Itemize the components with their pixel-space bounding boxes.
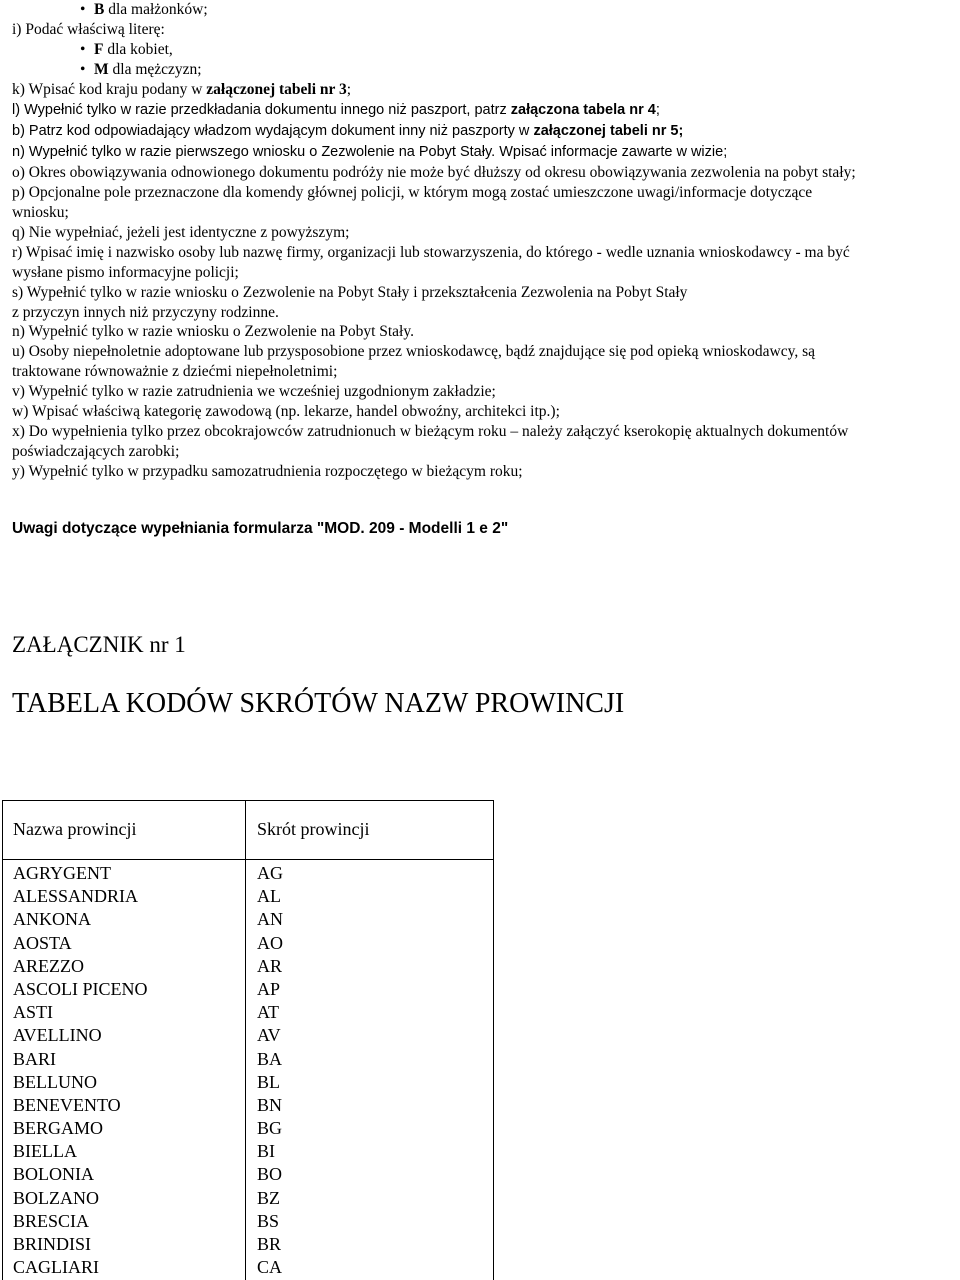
instruction-s-2: z przyczyn innych niż przyczyny rodzinne.: [12, 304, 279, 321]
province-name: BIELLA: [13, 1141, 77, 1162]
table-body: [3, 862, 493, 1279]
province-name: AOSTA: [13, 932, 72, 953]
instruction-r-2: wysłane pismo informacyjne policji;: [12, 264, 239, 281]
province-name: AGRYGENT: [13, 863, 111, 883]
province-code: AG: [257, 863, 283, 883]
province-code: AR: [257, 955, 283, 976]
province-name: BRESCIA: [13, 1210, 90, 1231]
instruction-n2: n) Wypełnić tylko w razie wniosku o Zezwolenie na Pobyt Stały.: [12, 323, 414, 340]
instruction-s-1: s) Wypełnić tylko w razie wniosku o Zezwolenie na Pobyt Stały i przekształcenia Zezwolenia na Pobyt Stały: [12, 284, 688, 301]
table-row: [3, 1024, 493, 1047]
province-code: BI: [257, 1141, 275, 1162]
instruction-q: q) Nie wypełniać, jeżeli jest identyczne z powyższym;: [12, 224, 350, 241]
instruction-b: b) Patrz kod odpowiadający władzom wydającym dokument inny niż paszporty w załączonej tabeli nr 5;: [12, 123, 684, 139]
table-row: [3, 932, 493, 955]
province-name: ANKONA: [13, 909, 91, 930]
province-code: AO: [257, 932, 283, 953]
province-code: AP: [257, 978, 281, 999]
table-row: [3, 885, 493, 908]
column-header-code: Skrót prowincji: [257, 819, 370, 839]
instruction-x-2: poświadczających zarobki;: [12, 443, 180, 460]
province-code: CA: [257, 1257, 283, 1278]
table-row: [3, 1048, 493, 1071]
bullet-icon: •: [80, 1, 86, 18]
table-row: [3, 1071, 493, 1094]
province-name: ALESSANDRIA: [13, 886, 139, 907]
province-name: AREZZO: [13, 955, 84, 976]
province-code: BS: [257, 1210, 280, 1231]
instruction-i-bullet-f: • F dla kobiet,: [80, 41, 173, 58]
instruction-p-1: p) Opcjonalne pole przeznaczone dla komendy głównej policji, w którym mogą zostać umieszczone uwagi/informacje dotyczące: [12, 184, 813, 201]
instruction-x-1: x) Do wypełnienia tylko przez obcokrajowców zatrudnionuch w bieżącym roku – należy załączyć kserokopię aktualnych dokumentów: [12, 423, 849, 440]
table-row: [3, 1094, 493, 1117]
table-row: [3, 1210, 493, 1233]
instruction-i: i) Podać właściwą literę:: [12, 21, 165, 38]
instruction-y: y) Wypełnić tylko w przypadku samozatrudnienia rozpoczętego w bieżącym roku;: [12, 463, 523, 480]
province-code: BN: [257, 1094, 283, 1115]
table-row: [3, 1187, 493, 1210]
province-code: AL: [257, 886, 281, 907]
province-name: CAGLIARI: [13, 1257, 99, 1278]
province-code: AV: [257, 1025, 281, 1046]
instruction-n: n) Wypełnić tylko w razie pierwszego wniosku o Zezwolenie na Pobyt Stały. Wpisać informacje zawarte w wizie;: [12, 144, 728, 160]
instruction-w: w) Wpisać właściwą kategorię zawodową (np. lekarze, handel obwoźny, architekci itp.);: [12, 403, 560, 420]
table-row: [3, 1233, 493, 1256]
province-code: BA: [257, 1048, 283, 1069]
province-code: BO: [257, 1164, 283, 1185]
instruction-l: l) Wypełnić tylko w razie przedkładania dokumentu innego niż paszport, patrz załączona tabela nr 4;: [12, 102, 660, 118]
attachment-heading: ZAŁĄCZNIK nr 1: [12, 632, 186, 657]
instruction-u-2: traktowane równoważnie z dziećmi niepełnoletnimi;: [12, 363, 338, 380]
instruction-v: v) Wypełnić tylko w razie zatrudnienia we wcześniej uzgodnionym zakładzie;: [12, 383, 496, 400]
table-row: [3, 978, 493, 1001]
column-header-name: Nazwa prowincji: [13, 819, 137, 839]
table-row: [3, 862, 493, 885]
instruction-h-bullet: • B dla małżonków;: [80, 1, 208, 18]
instruction-u-1: u) Osoby niepełnoletnie adoptowane lub przysposobione przez wnioskodawcę, bądź znajdujące się pod opieką wnioskodawcy, są: [12, 343, 816, 360]
province-name: BRINDISI: [13, 1234, 92, 1254]
table-row: [3, 1117, 493, 1140]
table-row: [3, 1163, 493, 1186]
province-code: AT: [257, 1002, 279, 1023]
header-divider: [3, 859, 493, 860]
instruction-k: k) Wpisać kod kraju podany w załączonej tabeli nr 3;: [12, 81, 352, 98]
province-code: BR: [257, 1234, 282, 1254]
instruction-r-1: r) Wpisać imię i nazwisko osoby lub nazwę firmy, organizacji lub stowarzyszenia, do którego - wedle uznania wnioskodawcy - ma być: [12, 244, 850, 261]
province-name: BARI: [13, 1048, 57, 1069]
province-code: BL: [257, 1071, 281, 1092]
province-code: AN: [257, 909, 283, 930]
uwagi-heading: Uwagi dotyczące wypełniania formularza "MOD. 209 - Modelli 1 e 2": [12, 520, 509, 537]
province-name: BOLZANO: [13, 1187, 99, 1208]
instruction-i-bullet-m: • M dla mężczyzn;: [80, 61, 202, 78]
province-name: BERGAMO: [13, 1118, 104, 1139]
table-row: [3, 955, 493, 978]
table-row: [3, 1140, 493, 1163]
table-row: [3, 1001, 493, 1024]
table-row: [3, 1256, 493, 1279]
bullet-icon: •: [80, 61, 86, 78]
table-row: [3, 908, 493, 931]
province-name: BOLONIA: [13, 1164, 94, 1185]
province-code: BG: [257, 1118, 283, 1139]
province-name: AVELLINO: [13, 1025, 102, 1046]
province-table: [2, 800, 494, 1280]
province-name: ASCOLI PICENO: [13, 978, 148, 999]
province-name: BENEVENTO: [13, 1094, 121, 1115]
province-name: BELLUNO: [13, 1071, 97, 1092]
bullet-icon: •: [80, 41, 86, 58]
instruction-p-2: wniosku;: [12, 204, 69, 221]
table-title: TABELA KODÓW SKRÓTÓW NAZW PROWINCJI: [12, 688, 625, 719]
province-code: BZ: [257, 1187, 281, 1208]
instruction-o: o) Okres obowiązywania odnowionego dokumentu podróży nie może być dłuższy od okresu obowiązywania zezwolenia na pobyt stały;: [12, 164, 856, 181]
province-name: ASTI: [13, 1002, 53, 1023]
